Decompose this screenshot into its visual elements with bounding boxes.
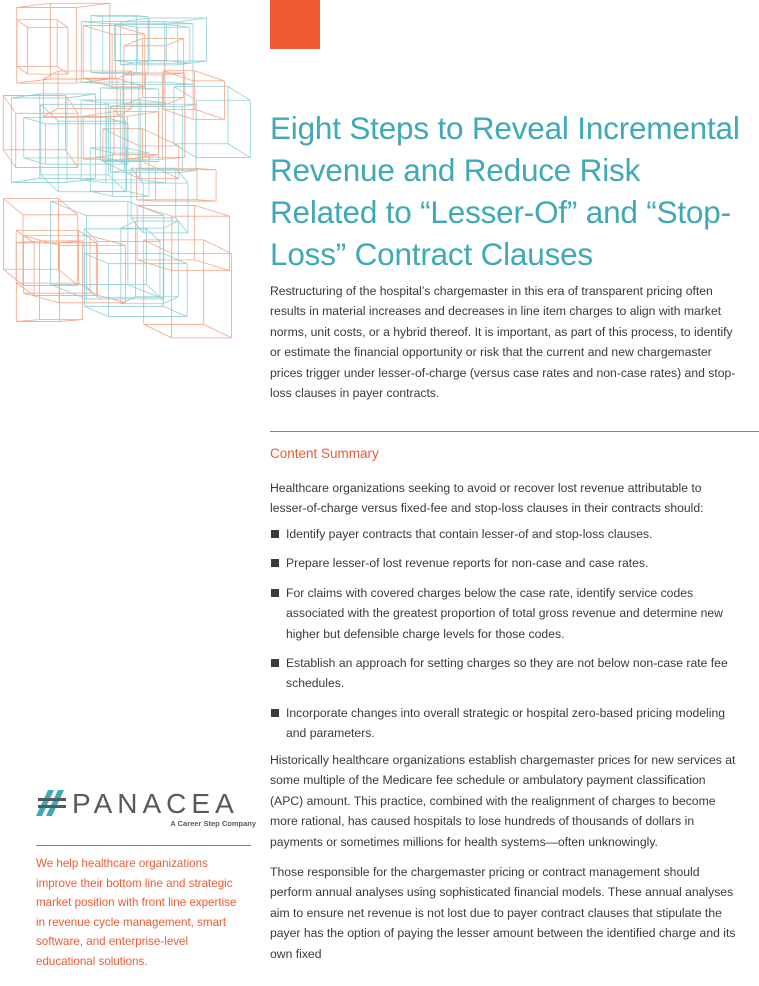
cube-edge (24, 117, 46, 123)
cube-edge (11, 94, 39, 98)
cube-edge (43, 109, 58, 117)
cube-edge (81, 180, 106, 183)
logo-wordmark: PANACEA (72, 788, 239, 819)
cube-edge (228, 86, 250, 100)
cube-edge (41, 175, 58, 192)
bullet-text: Establish an approach for setting charges so they are not below non-case rate fee schedules. (286, 656, 728, 691)
square-bullet-icon (271, 559, 279, 567)
cube-edge (204, 240, 232, 254)
cube-edge (51, 285, 87, 299)
cube-edge (195, 109, 225, 119)
cube-edge (124, 38, 143, 45)
cube-edge (24, 293, 59, 303)
content-summary-heading: Content Summary (270, 446, 379, 461)
cube-edge (163, 306, 187, 316)
body-paragraph-1: Historically healthcare organizations establish chargemaster prices for new services at some multiple of the Medicare fee schedule or ambulatory payment classification (APC) amount. This practice, combined with the realignment of charges to become more rational, has caused hospitals to lose hundreds of thousands of dollars in payments or sometimes millions for health systems—often unknowingly. (270, 753, 736, 849)
cube-edge (163, 109, 193, 119)
cube-edge (17, 3, 51, 7)
cube-edge (204, 324, 232, 338)
cube-edge (137, 205, 172, 216)
cube-edge (128, 112, 159, 117)
cube-edge (167, 24, 190, 27)
cube-edge (141, 100, 166, 103)
bullet-text: For claims with covered charges below the case rate, identify service codes associated with the greatest proportion of total gross revenue and determine new higher but defensible charge levels for those codes. (286, 585, 723, 641)
cube-edge (57, 20, 68, 28)
bullet-item (270, 653, 740, 694)
cube-edge (163, 221, 178, 228)
cube-edge (76, 3, 110, 7)
cube-edge (17, 79, 51, 83)
cube-edge (137, 260, 172, 271)
cube-edge (17, 66, 28, 74)
cube-edge (4, 269, 23, 285)
cube-edge (4, 199, 23, 215)
cube-edge (90, 148, 112, 153)
summary-intro-paragraph: Healthcare organizations seeking to avoid or recover lost revenue attributable to lesser-of-charge versus fixed-fee and stop-loss clauses in their contracts should: (270, 481, 704, 516)
summary-bullet-list (270, 524, 740, 753)
body-paragraph-2: Those responsible for the chargemaster pricing or contract management should perform annual analyses using sophisticated financial models. These annual analyses aim to ensure net revenue is not lost due to payer contract clauses that stipulate the payer has the option of paying the lesser amount between the identified charge and its own fixed (270, 865, 736, 961)
cube-edge (163, 297, 178, 304)
cube-edge (17, 20, 28, 28)
cube-edge (84, 229, 98, 242)
cube-edge (114, 60, 137, 63)
bullet-item (270, 524, 740, 544)
bullet-text: Incorporate changes into overall strategic or hospital zero-based pricing modeling and parameters. (286, 705, 725, 741)
cube-edge (144, 240, 172, 254)
cube-edge (163, 71, 193, 81)
cube-edge (178, 18, 207, 22)
cube-edge (3, 150, 16, 168)
section-divider (270, 431, 759, 432)
cube-edge (163, 253, 187, 263)
cube-edge (24, 158, 46, 164)
cube-edge (43, 71, 58, 79)
cube-edge (165, 38, 184, 45)
square-bullet-icon (271, 709, 279, 717)
square-bullet-icon (271, 659, 279, 667)
cube-edge (24, 236, 59, 246)
cube-edge (228, 144, 250, 158)
orange-accent-block (270, 0, 320, 49)
cube-edge (90, 236, 125, 246)
cube-edge (83, 25, 112, 34)
cube-edge (83, 112, 114, 117)
cube-edge (57, 66, 68, 74)
bullet-item (270, 583, 740, 644)
cube-edge (141, 180, 166, 183)
cube-edge (143, 129, 179, 146)
cube-edge (11, 178, 39, 182)
cube-edge (195, 260, 230, 271)
cube-edge (124, 97, 143, 104)
panacea-logo-icon (36, 790, 68, 816)
cube-edge (176, 218, 188, 233)
square-bullet-icon (271, 589, 279, 597)
bullet-text: Prepare lesser-of lost revenue reports for non-case and case rates. (286, 556, 649, 571)
cube-edge (127, 191, 149, 196)
cube-edge (85, 306, 109, 316)
wireframe-cubes-graphic (0, 0, 265, 370)
sidebar-divider (36, 845, 251, 846)
cube-edge (195, 71, 225, 81)
cube-edge (16, 231, 34, 243)
cube-edge (81, 100, 106, 103)
sidebar-description: We help healthcare organizations improve their bottom line and strategic market position with front line expertise in revenue cycle management, smart software, and enterprise-level educational solutions. (36, 857, 237, 968)
cube-edge (146, 285, 160, 298)
cube-edge (51, 201, 87, 215)
bullet-item (270, 553, 740, 573)
document-title: Eight Steps to Reveal Incremental Revenue and Reduce Risk Related to “Lesser-Of” and “Stop-Loss” Contract Clauses (270, 110, 740, 272)
cube-edge (106, 117, 128, 123)
cube-edge (144, 324, 172, 338)
cube-edge (67, 94, 95, 98)
bullet-item (270, 703, 740, 744)
cube-edge (195, 205, 230, 216)
intro-paragraph: Restructuring of the hospital’s chargemaster in this era of transparent pricing often results in material increases and decreases in line item charges to align with market norms, unit costs, or a hybrid thereof. It is important, as part of this process, to identify or estimate the financial opportunity or risk that the current and new chargemaster prices trigger under lesser-of-charge (versus case rates and non-case rates) and stop-loss clauses in payer contracts. (270, 284, 736, 401)
logo-tagline: A Career Step Company (170, 819, 256, 828)
cube-edge (108, 175, 125, 192)
bullet-text: Identify payer contracts that contain lesser-of and stop-loss clauses. (286, 527, 653, 541)
panacea-logo (36, 790, 256, 830)
cube-edge (90, 293, 125, 303)
square-bullet-icon (271, 530, 279, 538)
